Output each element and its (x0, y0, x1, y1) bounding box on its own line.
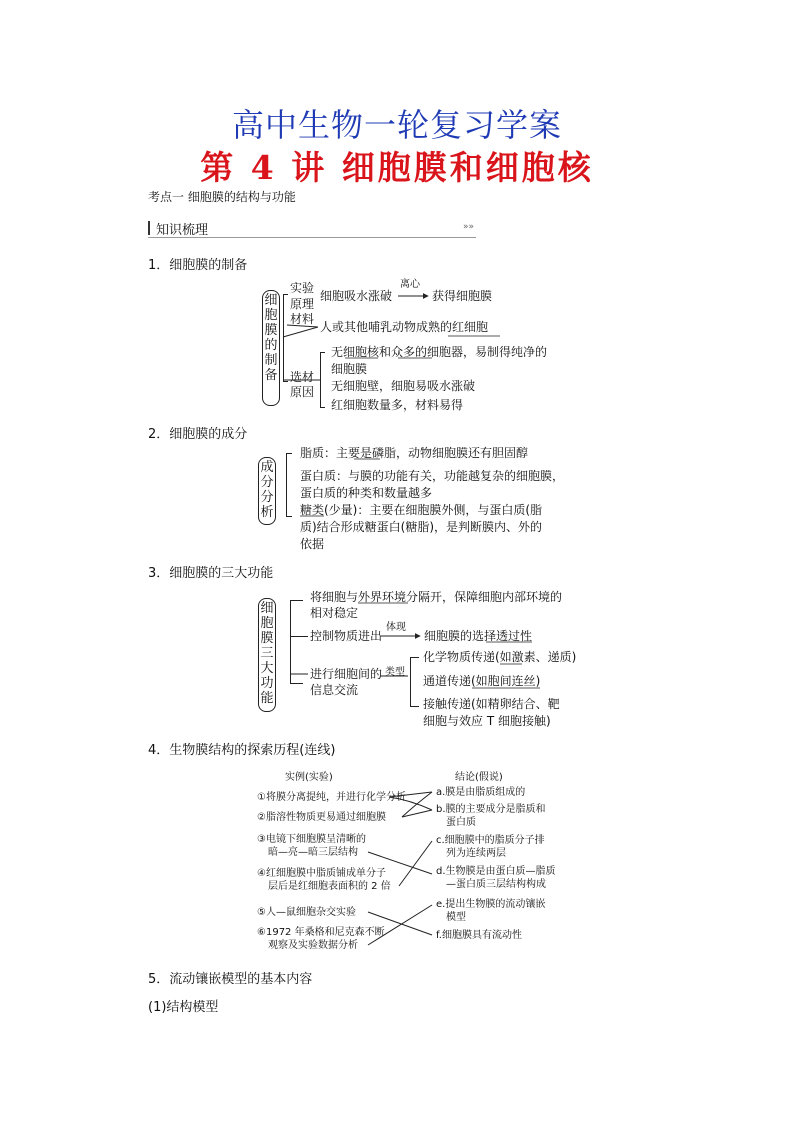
sugar-line-3: 依据 (300, 537, 325, 551)
conclusion-c2: 列为连续两层 (446, 848, 506, 859)
centrifuge-label: 离心 (400, 279, 420, 290)
protein-line-1: 蛋白质：与膜的功能有关，功能越复杂的细胞膜， (300, 469, 565, 483)
exp-label: 实验 (290, 281, 315, 295)
section-4-heading: 4．生物膜结构的探索历程(连线) (148, 743, 336, 758)
conclusion-f: f.细胞膜具有流动性 (436, 930, 522, 941)
conclusion-a: a.膜是由脂质组成的 (436, 787, 526, 798)
page-title: 高中生物一轮复习学案 (231, 106, 562, 144)
principle-left: 细胞吸水涨破 (320, 289, 393, 303)
example-3b: 暗—亮—暗三层结构 (268, 847, 358, 858)
function-box: 细胞膜三大功能 (258, 598, 276, 712)
protein-line-2: 蛋白质的种类和数量越多 (300, 486, 433, 500)
prep-box: 细胞膜的制备 (262, 290, 280, 406)
conclusion-e1: e.提出生物膜的流动镶嵌 (436, 899, 546, 910)
example-6a: ⑥1972 年桑格和尼克森不断 (257, 927, 385, 938)
function-2: 控制物质进出 (310, 629, 383, 643)
sugar-line-1: 糖类(少量)：主要在细胞膜外侧，与蛋白质(脂 (300, 503, 543, 517)
material-label: 材料 (290, 312, 315, 326)
section-1-heading: 1．细胞膜的制备 (148, 258, 248, 273)
right-header: 结论(假说) (455, 772, 503, 783)
section-5-heading: 5．流动镶嵌模型的基本内容 (148, 972, 313, 987)
lipid-line: 脂质：主要是磷脂，动物细胞膜还有胆固醇 (300, 446, 529, 460)
type-3b: 细胞与效应 T 细胞接触) (423, 714, 551, 728)
left-header: 实例(实验) (285, 772, 333, 783)
type-1: 化学物质传递(如激素、递质) (423, 650, 577, 664)
select-label: 选材 (290, 370, 315, 384)
conclusion-d1: d.生物膜是由蛋白质—脂质 (436, 866, 556, 877)
type-2: 通道传递(如胞间连丝) (423, 674, 541, 688)
principle-label: 原理 (290, 297, 315, 311)
example-2: ②脂溶性物质更易通过细胞膜 (257, 812, 386, 823)
principle-right: 获得细胞膜 (432, 289, 493, 303)
section-5-sub: (1)结构模型 (148, 1000, 219, 1015)
reason-label: 原因 (290, 385, 315, 399)
type-3a: 接触传递(如精卵结合、靶 (423, 697, 560, 711)
function-3b: 信息交流 (310, 683, 359, 697)
section-3-heading: 3．细胞膜的三大功能 (148, 566, 274, 581)
knowledge-label: 知识梳理 (156, 223, 209, 238)
topic-heading: 考点一 细胞膜的结构与功能 (148, 190, 296, 204)
reason-1b: 细胞膜 (331, 362, 368, 376)
material-text: 人或其他哺乳动物成熟的红细胞 (320, 320, 489, 334)
function-2-right: 细胞膜的选择透过性 (424, 629, 533, 643)
reason-3: 红细胞数量多，材料易得 (331, 398, 464, 412)
reason-2: 无细胞壁，细胞易吸水涨破 (331, 379, 476, 393)
sugar-line-2: 质)结合形成糖蛋白(糖脂)，是判断膜内、外的 (300, 520, 543, 534)
lecture-title: 第 4 讲 细胞膜和细胞核 (200, 148, 594, 187)
function-3a: 进行细胞间的 (310, 667, 383, 681)
example-1: ①将膜分离提纯，并进行化学分析 (257, 792, 406, 803)
example-5: ⑤人—鼠细胞杂交实验 (257, 907, 356, 918)
component-box: 成分分析 (258, 457, 276, 525)
example-3a: ③电镜下细胞膜呈清晰的 (257, 834, 366, 845)
reflect-label: 体现 (386, 622, 406, 633)
section-2-heading: 2．细胞膜的成分 (148, 427, 248, 442)
double-chevron-icon: »» (462, 222, 474, 232)
example-4a: ④红细胞膜中脂质铺成单分子 (257, 868, 386, 879)
function-1a: 将细胞与外界环境分隔开，保障细胞内部环境的 (310, 590, 563, 604)
conclusion-e2: 模型 (446, 912, 466, 923)
example-4b: 层后是红细胞表面积的 2 倍 (268, 881, 391, 892)
conclusion-b2: 蛋白质 (446, 817, 476, 828)
conclusion-b1: b.膜的主要成分是脂质和 (436, 804, 546, 815)
type-label: 类型 (385, 667, 405, 678)
example-6b: 观察及实验数据分析 (268, 940, 358, 951)
function-1b: 相对稳定 (310, 606, 359, 620)
conclusion-d2: —蛋白质三层结构构成 (446, 879, 546, 890)
reason-1a: 无细胞核和众多的细胞器，易制得纯净的 (331, 345, 548, 359)
conclusion-c1: c.细胞膜中的脂质分子排 (436, 835, 545, 846)
